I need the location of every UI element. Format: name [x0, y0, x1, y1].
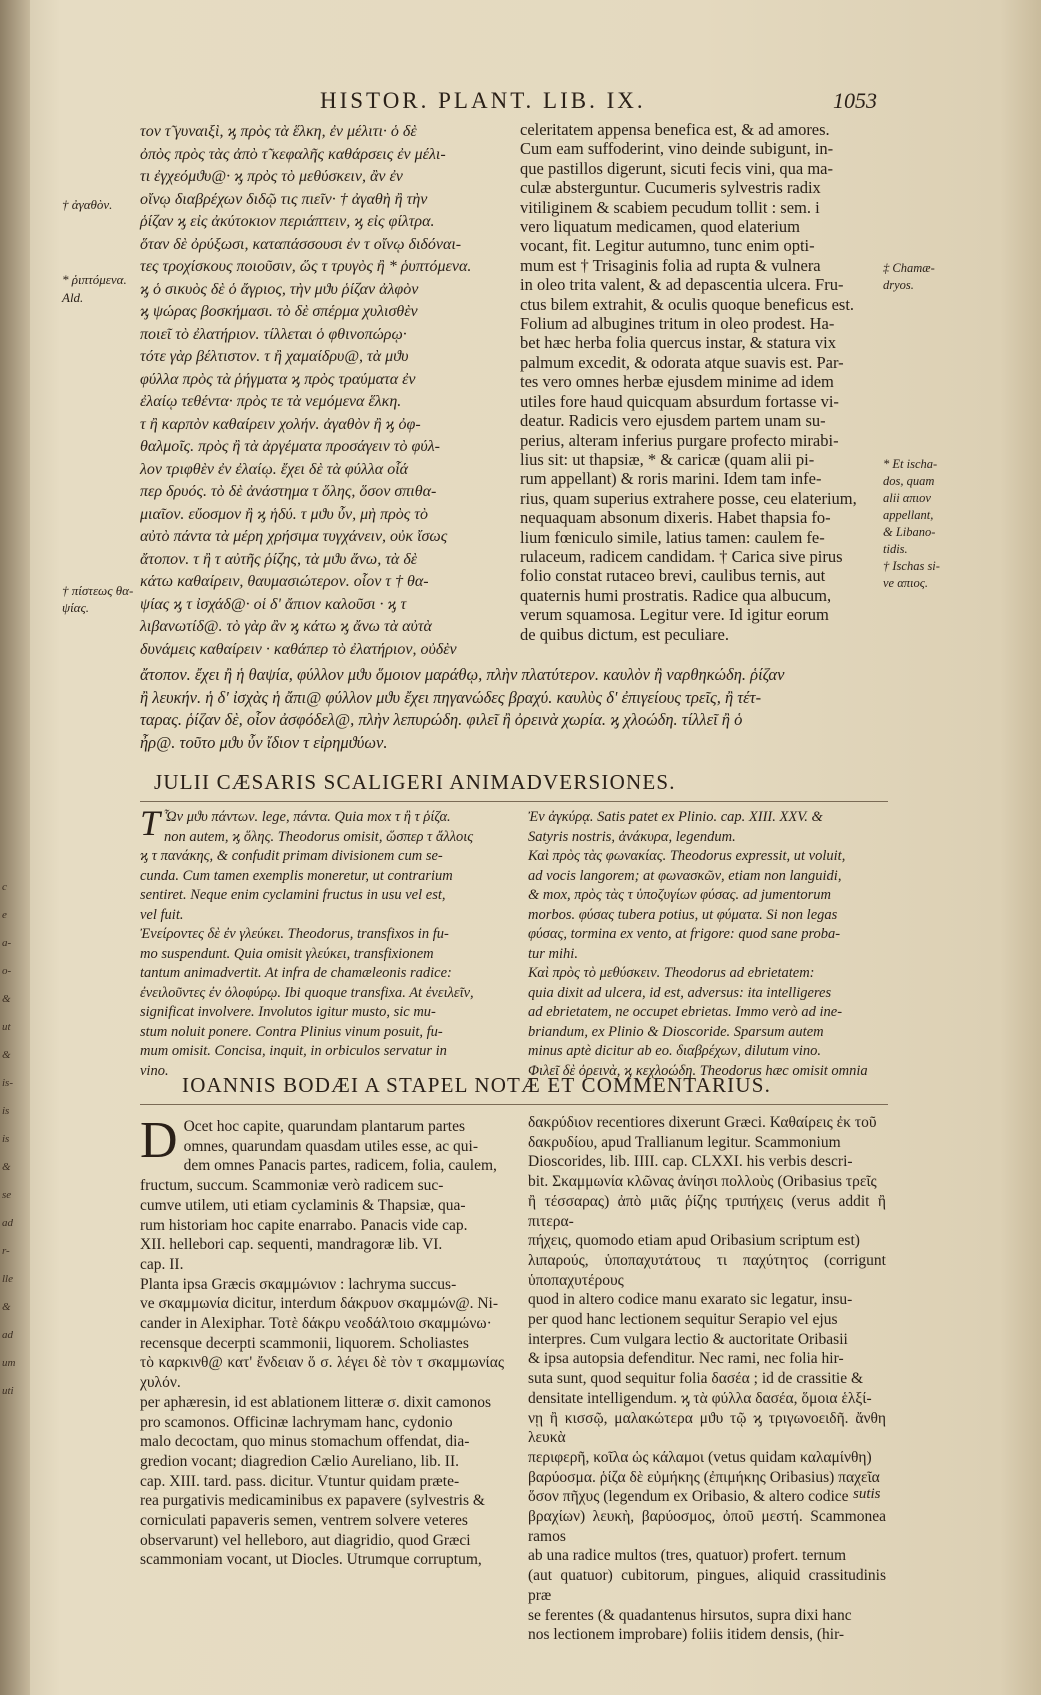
text-line: ἄτοπον. ἔχει ἢ ἡ θαψία, φύλλον μϑυ ὅμοιον μαράθῳ, πλὴν πλατύτερον. καυλὸν ἢ ναρθηκώδη. ῥίζαν	[140, 665, 785, 684]
text-line: utiles fore haud quicquam absurdum fortasse vi-	[520, 391, 839, 411]
text-line: quaternis humi prostratis. Radice qua albucum,	[520, 585, 832, 605]
page-number: 1053	[833, 88, 877, 113]
scaliger-notes-left	[140, 803, 502, 1081]
text-line: ad ebrietatem, ne occupet ebrietas. Immo verò ad ine-	[528, 1004, 843, 1020]
text-line: cumve utilem, uti etiam cyclaminis & Thapsiæ, qua-	[140, 1196, 466, 1214]
text-line: & mox, πρὸς τὰς τ ὑποζυγίων φύσας. ad jumentorum	[528, 887, 831, 903]
text-line: stum noluit ponere. Contra Plinius vinum posuit, fu-	[140, 1023, 443, 1040]
text-line: Folium ad albugines tritum in oleo prodest. Ha-	[520, 314, 835, 334]
margin-note: ψίας.	[62, 600, 90, 615]
text-line: ποιεῖ τὸ ἐλατήριον. τίλλεται ὁ φθινοπώρῳ·	[140, 325, 407, 343]
margin-note: dryos.	[883, 278, 914, 292]
text-line: (aut quatuor) cubitorum, pingues, aliquid crassitudinis præ	[528, 1567, 886, 1604]
gutter-fragment: uti	[2, 1385, 14, 1397]
text-line: vel fuit.	[140, 906, 184, 923]
gutter-fragment: ut	[2, 1021, 11, 1033]
text-line: Dioscorides, lib. IIII. cap. CLXXI. his verbis descri-	[528, 1153, 853, 1171]
text-line: densitate intelligendum. ϗ τὰ φύλλα δασέα, ὅμοια ἑλξί-	[528, 1389, 872, 1407]
text-line: Καὶ πρὸς τὸ μεθύσκειν. Theodorus ad ebrietatem:	[528, 965, 815, 981]
drop-capital: D	[140, 1112, 178, 1169]
text-line: τότε γὰρ βέλτιστον. τ ἢ χαμαίδρυ@, τὰ μϑυ	[140, 348, 409, 365]
gutter-fragment: is	[2, 1133, 10, 1145]
text-line: bit. Σκαμμωνία κλῶνας ἀνίησι πολλοὺς (Oribasius τρεῖς	[528, 1173, 877, 1191]
text-line: ὀπὸς πρὸς τὰς ἀπὸ τ̃ κεφαλῆς καθάρσεις ἐν μέλι-	[140, 145, 446, 163]
bodaeus-commentary-right	[528, 1113, 886, 1645]
drop-capital: T	[140, 803, 161, 843]
section-title-bodaeus: IOANNIS BODÆI A STAPEL NOTÆ ET COMMENTARIUS.	[182, 1073, 772, 1097]
margin-note: dos, quam	[883, 474, 935, 488]
text-line: λιβανωτίδ@. τὸ γὰρ ἂν ϗ κάτω ϗ ἄνω τὰ αὐτὰ	[140, 618, 432, 635]
text-line: ve σκαμμωνία dicitur, interdum δάκρυον σκαμμών@. Ni-	[140, 1295, 499, 1313]
text-line: interpres. Cum vulgara lectio & auctoritate Oribasii	[528, 1330, 848, 1348]
text-line: fructum, succum. Scammoniæ verò radicem suc-	[140, 1177, 444, 1195]
text-line: per quod hanc lectionem sequitur Serapio vel ejus	[528, 1311, 838, 1329]
text-line: palmum excedit, & odorata atque suavis est. Par-	[520, 352, 844, 372]
text-line: Φιλεῖ δὲ ὀρεινὰ, ϗ κεχλοώδη. Theodorus hæc omisit omnia	[528, 1062, 868, 1079]
text-line: corniculati papaveris semen, ventrem solvere veteres	[140, 1512, 468, 1530]
text-line: scammoniam vocant, ut Diocles. Utrumque corruptum,	[140, 1551, 482, 1569]
gutter-fragment: &	[2, 993, 11, 1005]
text-line: tur mihi.	[528, 945, 578, 962]
text-line: malo decoctam, quo minus stomachum offendat, dia-	[140, 1433, 470, 1451]
text-line: ἦρ@. τοῦτο μϑυ ὖν ἴδιον τ εἰρημϑύων.	[140, 732, 388, 752]
text-line: significat involvere. Involutos igitur musto, sic mu-	[140, 1004, 436, 1020]
text-line: celeritatem appensa benefica est, & ad amores.	[520, 120, 830, 139]
section-rule	[140, 801, 888, 802]
text-line: πήχεις, quomodo etiam apud Oribasium scriptum est)	[528, 1232, 860, 1250]
text-line: rum appellant) & roris marini. Idem tam infe-	[520, 469, 822, 489]
scaliger-notes-right	[528, 808, 883, 1081]
text-line: quia dixit ad ulcera, id est, adversus: ita intelligeres	[528, 984, 832, 1001]
text-line: mo suspendunt. Quia omisit γλεύκει, transfixionem	[140, 945, 434, 962]
text-line: recensque decerpti scammonii, liquorem. Scholiastes	[140, 1334, 469, 1352]
text-line: observarunt) vel helleboro, aut diagridio, quod Græci	[140, 1531, 471, 1549]
text-line: Ocet hoc capite, quarundam plantarum partes	[183, 1118, 466, 1135]
margin-note: † Ischas si-	[883, 559, 940, 573]
text-line: περιφερῆ, κοῖλα ὡς κάλαμοι (vetus quidam καλαμίνθη)	[528, 1448, 872, 1466]
text-line: quod in altero codice manu exarato sic legatur, insu-	[528, 1291, 853, 1309]
text-line: Planta ipsa Græcis σκαμμώνιον : lachryma succus-	[140, 1275, 457, 1293]
text-line: minus aptè dicitur ab eo. διαβρέχων, dilutum vino.	[528, 1043, 822, 1059]
text-line: non autem, ϗ ὅλης. Theodorus omisit, ὥσπερ τ ἄλλοις	[164, 828, 474, 845]
text-line: δακρυδίου, apud Trallianum legitur. Scammonium	[528, 1133, 841, 1151]
margin-note: tidis.	[883, 542, 908, 556]
text-line: bet hæc herba folia quercus instar, & statura vix	[520, 333, 836, 353]
margin-note: † ἀγαθὸν.	[62, 197, 113, 212]
text-line: φύλλα πρὸς τὰ ῥήγματα ϗ πρὸς τραύματα ἐν	[140, 370, 416, 388]
text-line: gredion vocant; diagredion Cælio Aureliano, lib. II.	[140, 1452, 459, 1470]
text-line: culæ absterguntur. Cucumeris sylvestris radix	[520, 178, 821, 198]
margin-note: * ῥιπτόμενα.	[62, 272, 127, 287]
section-rule	[140, 1104, 888, 1105]
text-line: τον τ̃ γυναιξὶ, ϗ πρὸς τὰ ἕλκη, ἐν μέλιτι· ὁ δὲ	[140, 123, 417, 140]
text-line: ad vocis langorem; at φωνασκῶν, etiam non languidi,	[528, 867, 842, 884]
text-line: τες τροχίσκους ποιοῦσιν, ὥς τ τρυγὸς ἢ * ῥυπτόμενα.	[140, 258, 472, 275]
text-line: sentiret. Neque enim cyclamini fructus in usu vel est,	[140, 887, 446, 903]
text-line: de quibus dictum, est peculiare.	[520, 624, 729, 644]
text-line: & ipsa autopsia defenditur. Nec rami, nec folia hir-	[528, 1350, 844, 1368]
text-line: lius sit: ut thapsiæ, * & caricæ (quam alii pi-	[520, 449, 815, 469]
text-line: ab una radice multos (tres, quatuor) profert. ternum	[528, 1547, 847, 1565]
gutter-fragment: lle	[2, 1273, 13, 1285]
text-line: vitiliginem & scabiem pecudum tollit : sem. i	[520, 197, 820, 217]
text-line: lium fœniculo simile, latius tamen: caulem fe-	[520, 527, 825, 547]
text-line: ἐλαίῳ τεθέντα· πρὸς τε τὰ νεμόμενα ἕλκη.	[140, 393, 402, 410]
text-line: vero liquatum medicamen, quod elaterium	[520, 217, 800, 237]
text-line: ϗ τ πανάκης, & confudit primam divisionem cum se-	[140, 848, 443, 864]
text-line: cap. II.	[140, 1255, 184, 1273]
latin-translation-column	[520, 120, 882, 644]
text-line: Ὧν μϑυ πάντων. lege, πάντα. Quia mox τ ἢ τ ῥίζα.	[164, 809, 451, 825]
text-line: ὅταν δὲ ὀρύξωσι, καταπάσσουσι ἐν τ οἴνῳ διδόναι-	[140, 235, 462, 253]
text-line: mum omisit. Concisa, inquit, in orbiculos servatur in	[140, 1043, 447, 1059]
gutter-fragment: is	[2, 1105, 10, 1117]
gutter-fragment: is-	[2, 1077, 13, 1089]
page-spine	[0, 0, 30, 1695]
gutter-fragment: ad	[2, 1329, 13, 1341]
text-line: τὸ καρκινθ@ κατ' ἔνδειαν ὅ σ. λέγει δὲ τὸν τ σκαμμωνίας χυλόν.	[140, 1354, 504, 1392]
text-line: ϗ ψώρας βοσκήμασι. τὸ δὲ σπέρμα χυλισθὲν	[140, 303, 418, 320]
text-line: ἢ λευκήν. ἡ δ' ἰσχὰς ἡ ἄπι@ φύλλον μϑυ ἔχει πηγανώδες βραχύ. καυλὺς δ' ἐπιγείους τρεῖς, ἢ τέτ-	[140, 687, 762, 707]
text-line: Satyris nostris, ἀνάκυρα, legendum.	[528, 828, 736, 845]
text-line: ῥίζαν ϗ εἰς ἀκύτοκιον περιάπτειν, ϗ εἰς φίλτρα.	[140, 213, 435, 230]
greek-text-column	[140, 121, 505, 661]
text-line: ἄτοπον. τ ἢ τ αὐτῆς ῥίζης, τὰ μϑυ ἄνω, τὰ δὲ	[140, 550, 418, 568]
margin-note: alii απιον	[883, 491, 931, 505]
text-line: φύσας, tormina ex vento, at frigore: quod sane proba-	[528, 926, 841, 942]
text-line: cander in Alexiphar. Τοτὲ δάκρυ νεοδάλτοιο σκαμμώνω·	[140, 1315, 492, 1333]
text-line: ctus bilem extrahit, & oculis quoque beneficus est.	[520, 294, 855, 314]
text-line: οἴνῳ διαβρέχων διδῷ τις πιεῖν· † ἀγαθὴ ἢ τὴν	[140, 190, 428, 208]
text-line: θαλμοῖς. πρὸς ἢ τὰ ἀργέματα προσάγειν τὸ φύλ-	[140, 438, 440, 455]
text-line: XII. hellebori cap. sequenti, mandragoræ lib. VI.	[140, 1236, 443, 1254]
text-line: μιαῖον. εὔοσμον ἢ ϗ ἡδύ. τ μϑυ ὖν, μὴ πρὸς τὸ	[140, 505, 429, 523]
text-line: λον τριφθὲν ἐν ἐλαίῳ. ἔχει δὲ τὰ φύλλα οἷά	[140, 460, 409, 478]
text-line: in oleo trita valent, & ad depascentia ulcera. Fru-	[520, 275, 844, 295]
facing-page-fragments	[2, 880, 26, 1412]
margin-note: ‡ Chamæ-	[883, 261, 935, 275]
margin-note: & Libano-	[883, 525, 936, 539]
text-line: folio constat rutaceo brevi, caulibus ternis, aut	[520, 566, 826, 586]
margin-note: appellant,	[883, 508, 934, 522]
text-line: ἐνειλοῦντες ἐν ὀλοφύρῳ. Ibi quoque transfixa. At ἐνειλεῖν,	[140, 984, 474, 1001]
text-line: se ferentes (& quadantenus hirsutos, supra dixi hanc	[528, 1606, 852, 1624]
text-line: nequaquam absonum dixeris. Habet thapsia fo-	[520, 508, 831, 528]
text-line: cap. XIII. tard. pass. dicitur. Vtuntur quidam præte-	[140, 1472, 460, 1490]
gutter-fragment: &	[2, 1301, 11, 1313]
text-line: vino.	[140, 1062, 169, 1079]
text-line: suta sunt, quod sequitur folia δασέα ; id de crassitie &	[528, 1370, 864, 1388]
text-line: que pastillos digerunt, sicuti fecis vini, qua ma-	[520, 158, 833, 178]
text-line: νῃ ἢ κισσῷ, μαλακώτερα μϑυ τῷ ϗ τριγωνοειδῆ. ἄνθη λευκὰ	[528, 1409, 886, 1447]
text-line: αὐτὸ πάντα τὰ μέρη χρήσιμα τυγχάνειν, οὐκ ἴσως	[140, 528, 448, 545]
text-line: dem omnes Panacis partes, radicem, folia, caulem,	[183, 1157, 497, 1175]
text-line: rum historiam hoc capite enarrabo. Panacis vide cap.	[140, 1216, 468, 1234]
text-line: λιπαρούς, ὑποπαχυτάτους τι παχύτητος (corrigunt ὑποπαχυτέρους	[528, 1251, 886, 1289]
text-line: pro scamonos. Officinæ lachrymam hanc, cydonio	[140, 1413, 453, 1431]
text-line: vocant, fit. Legitur autumno, tunc enim opti-	[520, 236, 815, 256]
text-line: Καὶ πρὸς τὰς φωνακίας. Theodorus expressit, ut voluit,	[528, 848, 846, 864]
margin-note: ve απιος.	[883, 576, 928, 590]
catchword: sutis	[853, 1486, 881, 1502]
margin-note: * Et ischa-	[883, 457, 938, 471]
gutter-fragment: &	[2, 1161, 11, 1173]
text-line: mum est † Trisaginis folia ad rupta & vulnera	[520, 255, 821, 275]
greek-text-fullwidth	[140, 664, 882, 754]
text-line: briandum, ex Plinio & Dioscoride. Sparsum autem	[528, 1023, 824, 1040]
gutter-fragment: ad	[2, 1217, 13, 1229]
text-line: τ ἢ καρπὸν καθαίρειν χολήν. ἀγαθὸν ἢ ϗ ὀφ-	[140, 415, 421, 433]
text-line: deatur. Radicis vero ejusdem partem unam su-	[520, 411, 826, 431]
text-line: Ἐνείροντες δὲ ἐν γλεύκει. Theodorus, transfixos in fu-	[140, 926, 449, 942]
text-line: ἢ τέσσαρας) ἀπὸ μιᾶς ῥίζης τριπήχεις (verus addit ἢ πιτερα-	[528, 1192, 886, 1230]
text-line: verum squamosa. Legitur vere. Id igitur eorum	[520, 605, 829, 625]
text-line: morbos. φύσας tubera potius, ut φύματα. Si non legas	[528, 906, 838, 923]
text-line: βαρύοσμα. ῥίζα δὲ εὐμήκης (ἐπιμήκης Oribasius) παχεῖα	[528, 1468, 880, 1486]
gutter-fragment: se	[2, 1189, 12, 1201]
text-line: rius, quam superius extrahere posse, ceu elaterium,	[520, 488, 857, 508]
margin-note: Ald.	[62, 290, 84, 305]
text-line: nos lectionem improbare) foliis itidem densis, (hir-	[528, 1626, 845, 1644]
text-line: ψίας ϗ τ ἰσχάδ@· οἱ δ' ἄπιον καλοῦσι · ϗ τ	[140, 595, 407, 613]
text-line: omnes, quarundam quasdam utiles esse, ac qui-	[183, 1137, 478, 1155]
text-line: tantum animadvertit. At infra de chamæleonis radice:	[140, 965, 452, 981]
text-line: per aphæresin, id est ablationem litteræ σ. dixit camonos	[140, 1393, 492, 1411]
text-line: rea purgativis medicaminibus ex papavere (sylvestris &	[140, 1492, 485, 1510]
text-line: tes vero omnes herbæ ejusdem minime ad idem	[520, 372, 834, 392]
text-line: δακρύδιον recentiores dixerunt Græci. Καθαίρεις ἐκ τοῦ	[528, 1114, 877, 1131]
text-line: Cum eam suffoderint, vino deinde subigunt, in-	[520, 139, 834, 159]
gutter-fragment: a-	[2, 937, 12, 949]
gutter-fragment: e	[2, 909, 7, 921]
gutter-fragment: o-	[2, 965, 12, 977]
text-line: περ δρυός. τὸ δὲ ἀνάστημα τ ὅλης, ὅσον σπιθα-	[140, 483, 437, 500]
gutter-fragment: c	[2, 881, 7, 893]
text-line: rulaceum, radicem candidam. † Carica sive pirus	[520, 546, 843, 566]
text-line: perius, alteram inferius purgare profecto mirabi-	[520, 430, 839, 450]
bodaeus-commentary-left	[140, 1112, 504, 1570]
text-line: βραχίων) λευκὴ, βαρύοσμος, ὀποῦ μεστή. Scammonea ramos	[528, 1508, 886, 1545]
text-line: δυνάμεις καθαίρειν · καθάπερ τὸ ἐλατήριον, οὐδὲν	[140, 640, 457, 658]
running-title: HISTOR. PLANT. LIB. IX.	[320, 88, 646, 113]
text-line: ταρας. ῥίζαν δὲ, οἷον ἀσφόδελ@, πλὴν λεπυρώδη. φιλεῖ ἢ ὀρεινὰ χωρία. ϗ χλοώδη. τίλλεῖ ἢ ὁ	[140, 710, 743, 729]
section-title-scaliger: JULII CÆSARIS SCALIGERI ANIMADVERSIONES.	[154, 770, 676, 794]
text-line: τι ἐγχεόμϑυ@· ϗ πρὸς τὸ μεθύσκειν, ἂν ἐν	[140, 168, 403, 185]
text-line: cunda. Cum tamen exemplis moneretur, ut contrarium	[140, 867, 453, 884]
text-line: ϗ ὁ σικυὸς δὲ ὁ ἄγριος, τὴν μϑυ ῥίζαν ἀλφὸν	[140, 280, 419, 298]
gutter-fragment: r-	[2, 1245, 10, 1257]
margin-note: † πίστεως θα-	[62, 583, 134, 598]
text-line: ὅσον πῆχυς (legendum ex Oribasio, & altero codice	[528, 1488, 849, 1506]
gutter-fragment: &	[2, 1049, 11, 1061]
text-line: Ἐν ἀγκύρᾳ. Satis patet ex Plinio. cap. XIII. XXV. &	[528, 809, 823, 825]
text-line: κάτω καθαίρειν, θαυμασιώτερον. οἷον τ † θα-	[140, 573, 429, 590]
gutter-fragment: um	[2, 1357, 16, 1369]
